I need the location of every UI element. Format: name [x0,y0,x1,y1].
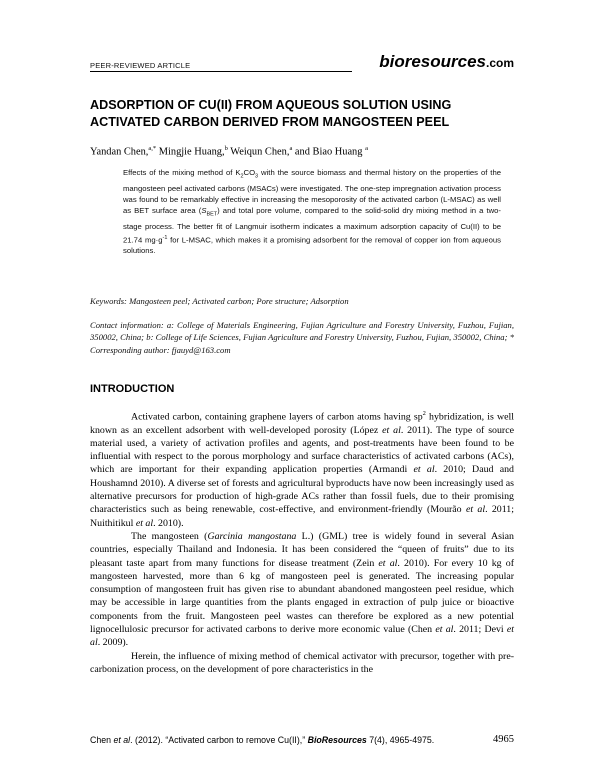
paragraph-2: The mangosteen (Garcinia mangostana L.) (GML) tree is widely found in several Asian countries, especially Thailand and Indonesia. It has been considered the “queen of fruits” due to its pleasant taste apart from many functions for disease treatment (Zein et al. 2010). For every 10 kg of mangosteen harvested, more than 6 kg of mangosteen peel is generated. The increasing popular consumption of mangosteen fruit has given rise to abundant abandoned mangosteen peel residue, which may be accessible in large quantities from the plants engaged in extraction of pulp juice or bioactive components from the fruit. Mangosteen peel wastes can therefore be explored as a new potential lignocellulosic precursor for activated carbons to derive more economic value (Chen et al. 2011; Devi et al. 2009). [90,530,515,649]
header-rule [90,71,352,72]
citation: Chen et al. (2012). “Activated carbon to remove Cu(II),” BioResources 7(4), 4965-4975. [90,735,435,745]
author-list: Yandan Chen,$^{a,*}$ Mingjie Huang,$^b$ Weiqun Chen,$^a$ and Biao Huang $^a$ [90,145,368,158]
journal-logo: bioresources.com [379,52,514,71]
page-footer [90,735,514,745]
article-title [90,97,520,131]
title-line-1: ADSORPTION OF CU(II) FROM AQUEOUS SOLUTION USING [90,98,452,112]
page-header [90,52,514,72]
peer-reviewed-label: PEER-REVIEWED ARTICLE [90,61,191,70]
abstract: Effects of the mixing method of $K_2CO_3$ with the source biomass and thermal history on the properties of the mangosteen peel activated carbons (MSACs) were investigated. The one-step impregnation activation process was found to be remarkably effective in increasing the mesoporosity of the activated carbon (L-MSAC) as well as BET surface area $(S_{BET})$ and total pore volume, compared to the solid-solid dry mixing method in a two-stage process. The better fit of Langmuir isotherm indicates a maximum adsorption capacity of Cu(II) to be 21.74 $mg\cdot g^{-1}$ for L-MSAC, which makes it a promising adsorbent for the removal of copper ion from aqueous solutions. [123,168,502,256]
title-line-2: ACTIVATED CARBON DERIVED FROM MANGOSTEEN PEEL [90,115,450,129]
section-heading-introduction: INTRODUCTION [90,383,175,395]
paragraph-1: Activated carbon, containing graphene layers of carbon atoms having $sp^2$ hybridization, is well known as an excellent adsorbent with well-developed porosity (López et al. 2011). The type of source material used, a variety of activation profiles and agents, and post-treatments have been found to be influential with respect to the porous morphology and surface characteristics of activated carbons (ACs), which are important for their expanding application properties (Armandi et al. 2010; Daud and Houshamnd 2010). A diverse set of forests and agricultural byproducts have now been increasingly used as alternative precursors for production of high-grade ACs rather than fossil fuels, due to their promising characteristics such as being renewable, cost-effective, and environment-friendly (Mourão et al. 2011; Nuithitikul et al. 2010). [90,410,514,529]
keywords: Keywords: Mangosteen peel; Activated carbon; Pore structure; Adsorption [90,296,349,306]
page-number: 4965 [493,734,514,745]
paragraph-3: Herein, the influence of mixing method of chemical activator with precursor, together with pre-carbonization process, on the development of pore characteristics in the [90,650,514,675]
introduction-body [90,407,514,676]
contact-information: Contact information: a: College of Materials Engineering, Fujian Agriculture and Forestry University, Fuzhou, Fujian, 350002, China; b: College of Life Sciences, Fujian Agriculture and Forestry University, Fuzhou, Fujian, 350002, China; * Corresponding author: fjauyd@163.com [90,320,514,355]
